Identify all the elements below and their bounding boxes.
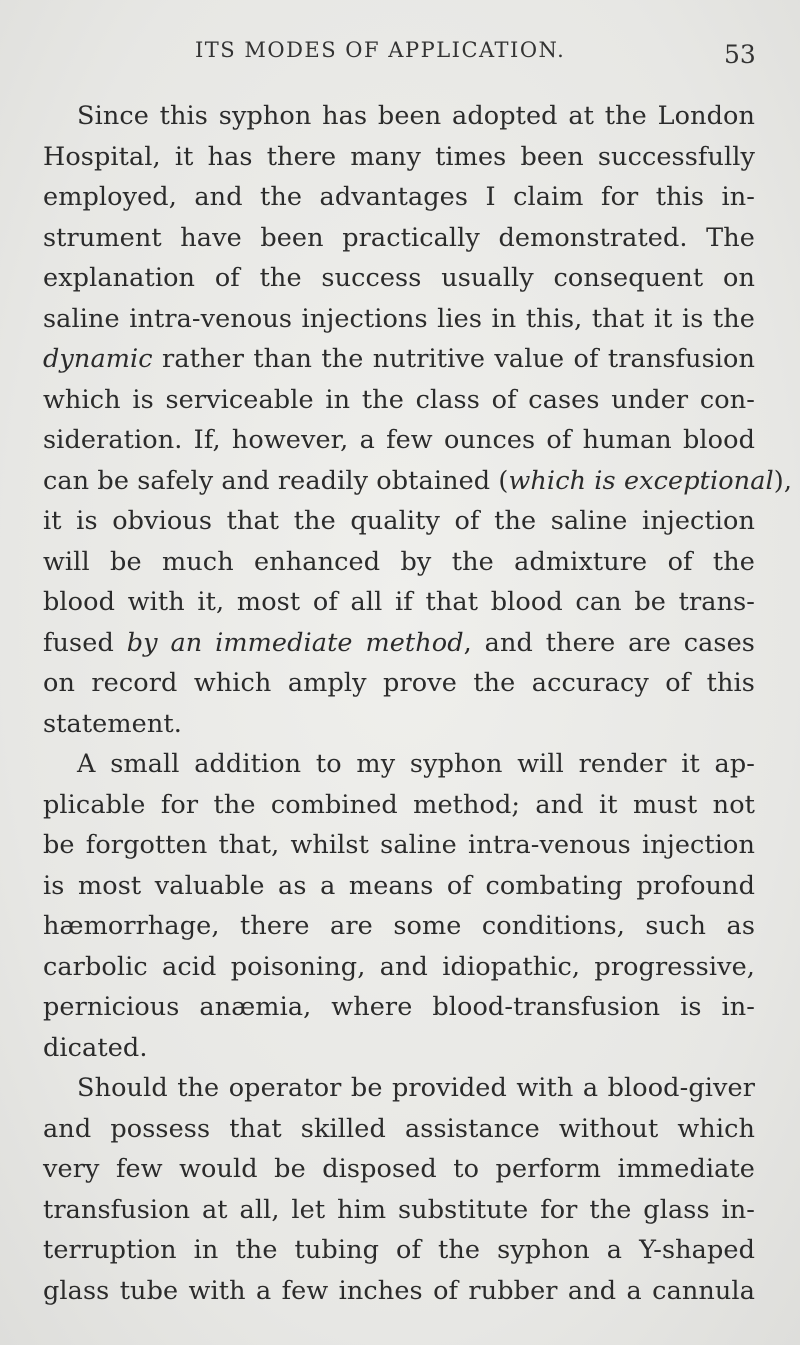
text-line: strument have been practically demonstrated. The [43, 222, 755, 253]
text-line: can be safely and readily obtained (which is exceptional), [43, 465, 793, 496]
paragraph-3 [43, 1068, 755, 1311]
text-line: be forgotten that, whilst saline intra-venous injection [43, 830, 755, 860]
text-line: is most valuable as a means of combating profound [43, 870, 755, 901]
text-line: sideration. If, however, a few ounces of human blood [43, 425, 755, 455]
text-line: dicated. [43, 1032, 148, 1063]
body-text [43, 96, 793, 1311]
text-line: hæmorrhage, there are some conditions, such as [43, 911, 755, 941]
text-line: it is obvious that the quality of the saline injection [43, 506, 755, 536]
text-line: terruption in the tubing of the syphon a Y-shaped [43, 1235, 755, 1265]
italic-emphasis: by an immediate method [126, 627, 464, 658]
italic-emphasis: which is exceptional [508, 465, 774, 496]
text-line: transfusion at all, let him substitute for the glass in- [43, 1194, 755, 1225]
page-number: 53 [724, 40, 756, 69]
paragraph-1 [43, 96, 793, 744]
text-line: statement. [43, 708, 182, 739]
paragraph-2 [43, 744, 755, 1068]
text-line: employed, and the advantages I claim for this in- [43, 182, 755, 212]
text-line: will be much enhanced by the admixture of the [43, 546, 755, 577]
text-line: pernicious anæmia, where blood-transfusion is in- [43, 992, 755, 1022]
text-line: blood with it, most of all if that blood can be trans- [43, 587, 755, 617]
text-line: very few would be disposed to perform immediate [43, 1154, 755, 1184]
text-line: Should the operator be provided with a blood-giver [77, 1073, 755, 1103]
running-title: ITS MODES OF APPLICATION. [195, 38, 566, 62]
text-line: on record which amply prove the accuracy of this [43, 668, 755, 698]
text-line: explanation of the success usually consequent on [43, 263, 755, 293]
text-line: A small addition to my syphon will render it ap- [77, 749, 755, 779]
text-line: carbolic acid poisoning, and idiopathic, progressive, [43, 951, 755, 982]
text-line: glass tube with a few inches of rubber and a cannula [43, 1275, 755, 1306]
text-line: Hospital, it has there many times been successfully [43, 141, 755, 172]
text-line: dynamic rather than the nutritive value of transfusion [43, 344, 755, 374]
text-line: plicable for the combined method; and it must not [43, 789, 755, 820]
italic-emphasis: dynamic [43, 344, 153, 374]
text-line: Since this syphon has been adopted at the London [77, 101, 755, 131]
text-line: saline intra-venous injections lies in this, that it is the [43, 303, 755, 334]
text-line: which is serviceable in the class of cases under con- [43, 384, 755, 415]
text-line: and possess that skilled assistance without which [43, 1113, 755, 1144]
text-line: fused by an immediate method, and there are cases [43, 627, 755, 658]
